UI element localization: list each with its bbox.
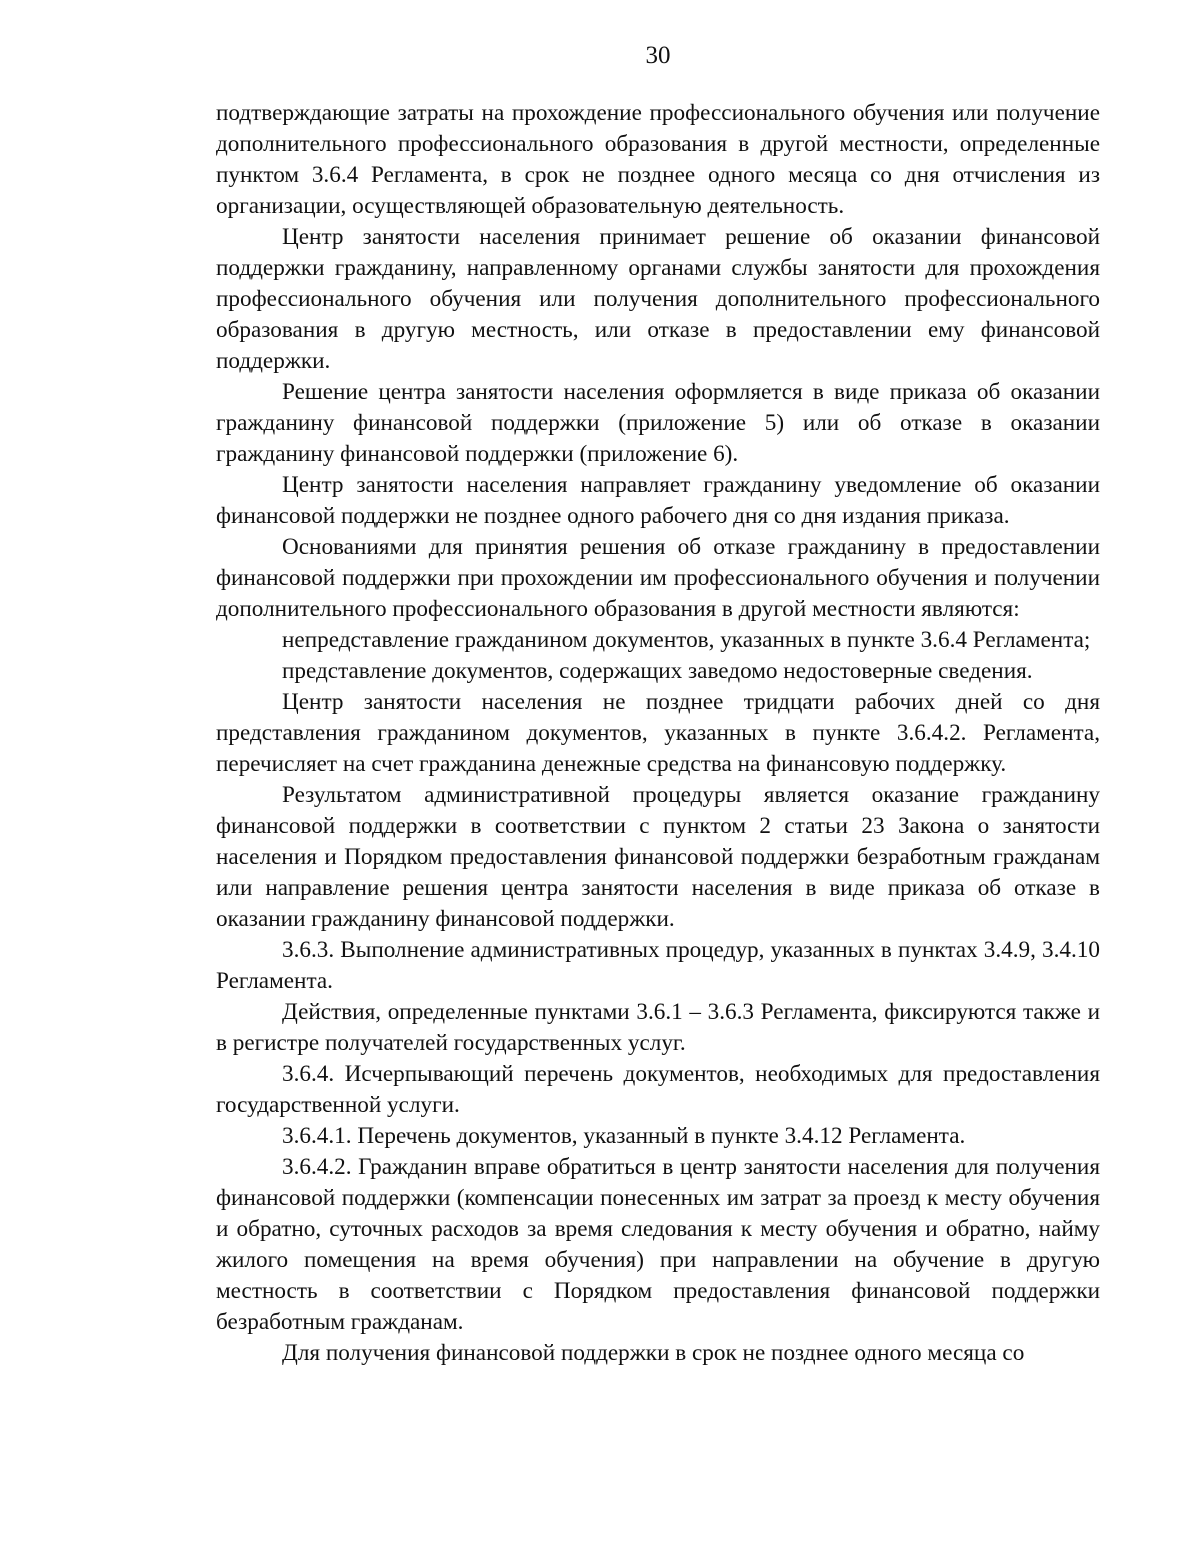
paragraph: Центр занятости населения принимает решение об оказании финансовой поддержки гражданину, направленному органами службы занятости для прохождения профессионального обучения или получения дополнительного профессионального образования в другую местность, или отказе в предоставлении ему финансовой поддержки.: [216, 224, 1100, 374]
section-3-6-4-2: 3.6.4.2. Гражданин вправе обратиться в центр занятости населения для получения финансовой поддержки (компенсации понесенных им затрат за проезд к месту обучения и обратно, суточных расходов за время следования к месту обучения и обратно, найму жилого помещения на время обучения) при направлении на обучение в другую местность в соответствии с Порядком предоставления финансовой поддержки безработным гражданам.: [216, 1154, 1100, 1335]
section-3-6-4-1: 3.6.4.1. Перечень документов, указанный в пункте 3.4.12 Регламента.: [282, 1123, 966, 1149]
paragraph: Центр занятости населения не позднее тридцати рабочих дней со дня представления гражданином документов, указанных в пункте 3.6.4.2. Регламента, перечисляет на счет гражданина денежные средства на финансовую поддержку.: [216, 689, 1100, 777]
paragraph: Решение центра занятости населения оформляется в виде приказа об оказании гражданину финансовой поддержки (приложение 5) или об отказе в оказании гражданину финансовой поддержки (приложение 6).: [216, 379, 1100, 467]
paragraph: Результатом административной процедуры является оказание гражданину финансовой поддержки в соответствии с пунктом 2 статьи 23 Закона о занятости населения и Порядком предоставления финансовой поддержки безработным гражданам или направление решения центра занятости населения в виде приказа об отказе в оказании гражданину финансовой поддержки.: [216, 782, 1100, 932]
page-number: 30: [645, 42, 671, 69]
document-body: [216, 98, 1100, 1369]
paragraph: Для получения финансовой поддержки в срок не позднее одного месяца со: [282, 1340, 1025, 1366]
list-item: непредставление гражданином документов, указанных в пункте 3.6.4 Регламента;: [282, 627, 1091, 653]
paragraph: Действия, определенные пунктами 3.6.1 – 3.6.3 Регламента, фиксируются также и в регистре получателей государственных услуг.: [216, 999, 1100, 1056]
paragraph: Центр занятости населения направляет гражданину уведомление об оказании финансовой поддержки не позднее одного рабочего дня со дня издания приказа.: [216, 472, 1100, 529]
section-heading-3-6-4: 3.6.4. Исчерпывающий перечень документов, необходимых для предоставления государственной услуги.: [216, 1061, 1100, 1118]
paragraph: Основаниями для принятия решения об отказе гражданину в предоставлении финансовой поддержки при прохождении им профессионального обучения и получении дополнительного профессионального образования в другой местности являются:: [216, 534, 1100, 622]
paragraph: подтверждающие затраты на прохождение профессионального обучения или получение дополнительного профессионального образования в другой местности, определенные пунктом 3.6.4 Регламента, в срок не позднее одного месяца со дня отчисления из организации, осуществляющей образовательную деятельность.: [216, 100, 1100, 219]
section-heading-3-6-3: 3.6.3. Выполнение административных процедур, указанных в пунктах 3.4.9, 3.4.10 Регламента.: [216, 937, 1100, 994]
list-item: представление документов, содержащих заведомо недостоверные сведения.: [282, 658, 1033, 684]
